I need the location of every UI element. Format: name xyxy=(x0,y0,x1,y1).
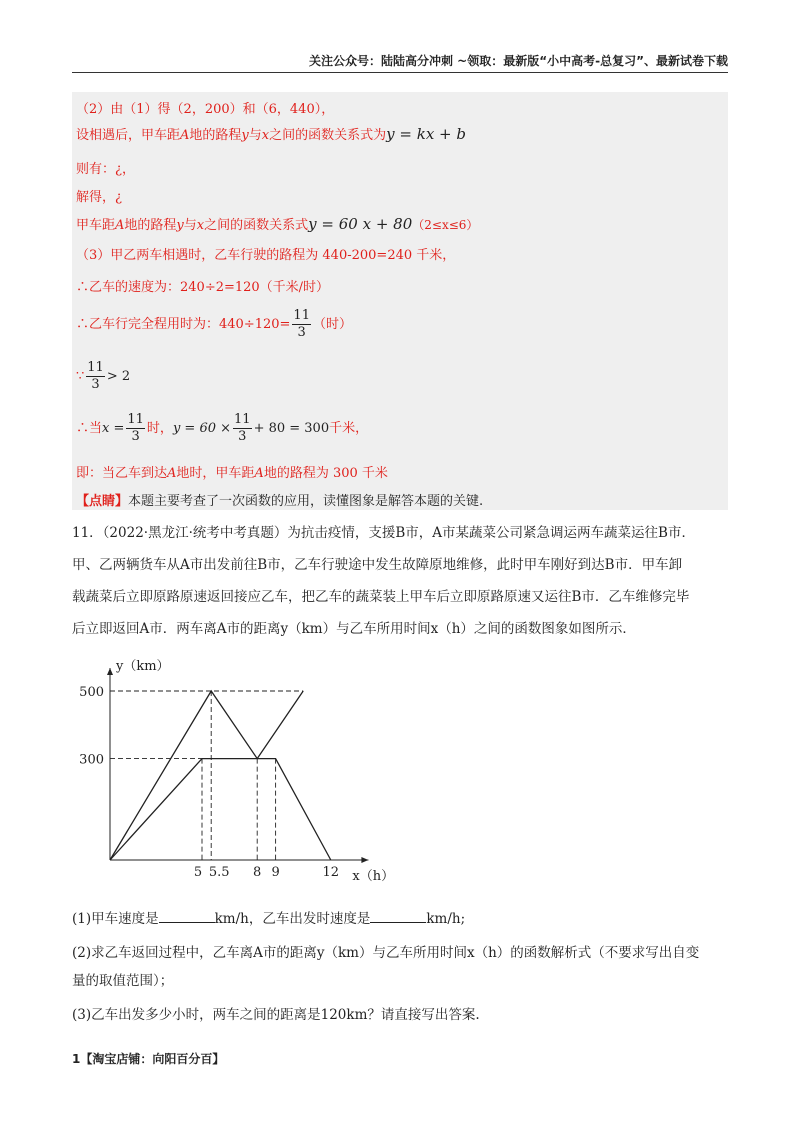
solution-line-10: ∴当x = $\frac{11}{3}$ 时，y = 60 × $\frac{11}{3}$ + 80 = 300千米， xyxy=(76,412,369,444)
y-tick-label: 500 xyxy=(79,685,104,700)
series-line-1 xyxy=(110,759,331,860)
series-line-2 xyxy=(110,691,303,860)
distance-time-graph xyxy=(79,656,416,886)
solution-line-6: （3）甲乙两车相遇时，乙车行驶的路程为 440-200=240 千米， xyxy=(76,248,456,263)
x-tick-label: 8 xyxy=(253,865,262,880)
fraction: $\frac{11}{3}$ xyxy=(127,412,144,444)
solution-line-1: （2）由（1）得（2，200）和（6，440）， xyxy=(76,102,335,117)
problem-line: 11．（2022·黑龙江·统考中考真题）为抗击疫情，支援B市，A市某蔬菜公司紧急调运两车蔬菜运往B市． xyxy=(72,525,695,541)
x-tick-label: 5.5 xyxy=(208,865,230,880)
x-tick-label: 9 xyxy=(271,865,280,880)
y-axis-label: y（km） xyxy=(116,659,170,674)
fraction: $\frac{11}{3}$ xyxy=(87,360,104,392)
page-footer: 1【淘宝店铺：向阳百分百】 xyxy=(72,1052,225,1066)
solution-line-5: 甲车距A地的路程y与x之间的函数关系式y = 60 x + 80（2≤x≤6） xyxy=(76,215,479,233)
y-axis-arrow xyxy=(107,668,113,675)
question-1: (1)甲车速度是 km/h，乙车出发时速度是 km/h; xyxy=(72,911,466,927)
solution-line-2: 设相遇后，甲车距A地的路程y与x之间的函数关系式为y = kx + b xyxy=(76,125,466,143)
problem-line: 载蔬菜后立即原路原速返回接应乙车，把乙车的蔬菜装上甲车后立即原路原速又运往B市．乙车维修完毕 xyxy=(72,589,690,605)
x-tick-label: 5 xyxy=(193,865,203,880)
y-tick-label: 300 xyxy=(79,752,104,768)
x-axis-label: x（h） xyxy=(352,869,395,884)
x-tick-label: 12 xyxy=(322,865,340,880)
question-2-line-1: (2)求乙车返回过程中，乙车离A市的距离y（km）与乙车所用时间x（h）的函数解析式（不要求写出自变 xyxy=(72,945,700,961)
solution-line-11: 即：当乙车到达A地时，甲车距A地的路程为 300 千米 xyxy=(76,466,388,481)
solution-line-7: ∴乙车的速度为：240÷2=120（千米/时） xyxy=(76,280,330,295)
question-3: (3)乙车出发多少小时，两车之间的距离是120km？请直接写出答案. xyxy=(72,1007,480,1023)
solution-block xyxy=(72,92,728,510)
problem-line: 后立即返回A市．两车离A市的距离y（km）与乙车所用时间x（h）之间的函数图象如图所示． xyxy=(72,621,636,637)
answer-blank[interactable] xyxy=(159,910,215,923)
problem-text xyxy=(72,522,728,640)
answer-blank[interactable] xyxy=(370,910,426,923)
fraction: $\frac{11}{3}$ xyxy=(234,412,251,444)
page-header: 关注公众号：陆陆高分冲刺 ~领取：最新版“小中高考-总复习”、最新试卷下载 xyxy=(72,52,728,73)
question-2-line-2: 量的取值范围）； xyxy=(72,973,174,989)
problem-line: 甲、乙两辆货车从A市出发前往B市，乙车行驶途中发生故障原地维修，此时甲车刚好到达B市．甲车卸 xyxy=(72,557,683,573)
solution-line-8: ∴乙车行完全程用时为：440÷120= $\frac{11}{3}$ （时） xyxy=(76,308,352,340)
fraction: $\frac{11}{3}$ xyxy=(293,308,310,340)
solution-line-4: 解得，¿ xyxy=(76,190,122,205)
x-axis-arrow xyxy=(361,857,368,863)
solution-line-3: 则有：¿， xyxy=(76,162,135,177)
solution-line-12: 【点睛】本题主要考查了一次函数的应用，读懂图象是解答本题的关键. xyxy=(76,494,484,509)
questions xyxy=(72,908,728,1026)
solution-line-9: ∵ $\frac{11}{3}$ > 2 xyxy=(76,360,131,392)
